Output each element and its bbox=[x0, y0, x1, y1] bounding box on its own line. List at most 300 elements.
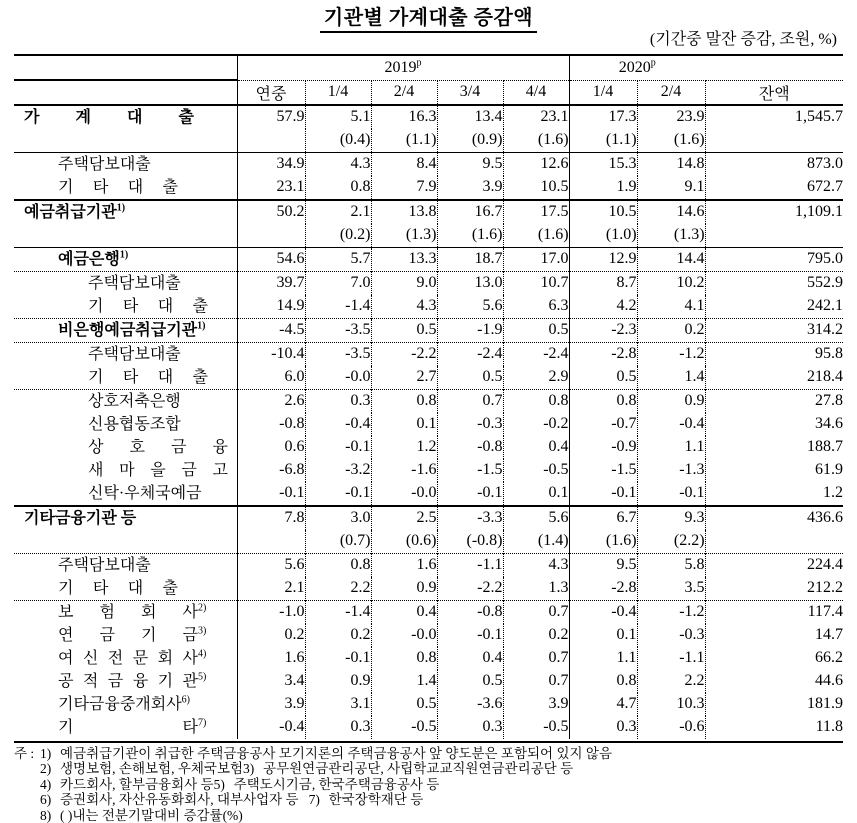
cell-deposit-taking-2019-q4: 17.5 bbox=[503, 200, 569, 224]
cell-household-loan-2019-q4: 23.1 bbox=[503, 105, 569, 129]
cell-deposit-taking-pct-2020-q1: (1.0) bbox=[569, 224, 637, 248]
cell-other-financial-pct-2019-q2: (0.6) bbox=[371, 530, 437, 554]
table-row bbox=[14, 600, 843, 624]
cell-other-financial-pct-2019-q4: (1.4) bbox=[503, 530, 569, 554]
cell-deposit-bank-mortgage-2019-q3: 13.0 bbox=[437, 271, 503, 295]
cell-other-financial-annual: 7.8 bbox=[237, 506, 305, 530]
cell-credit-specialized-annual: 1.6 bbox=[237, 647, 305, 670]
cell-mutual-savings-bank-2020-q2: 0.9 bbox=[637, 389, 705, 413]
cell-deposit-bank-mortgage-2020-q2: 10.2 bbox=[637, 271, 705, 295]
group-header-2020-label: 2020 bbox=[619, 59, 651, 76]
cell-other-intermediary-2019-q1: 3.1 bbox=[305, 693, 371, 716]
row-label bbox=[14, 554, 237, 577]
cell-pension-fund-2020-q1: 0.1 bbox=[569, 624, 637, 647]
cell-household-loan-pct-2019-q3: (0.9) bbox=[437, 129, 503, 153]
cell-deposit-bank-2020-q2: 14.4 bbox=[637, 247, 705, 271]
cell-mutual-finance-annual: 0.6 bbox=[237, 436, 305, 459]
cell-nonbank-deposit-taking-balance: 314.2 bbox=[705, 318, 843, 342]
row-label-text: 신용협동조합 bbox=[88, 416, 181, 433]
cell-saemaul-geumgo-2019-q1: -3.2 bbox=[305, 459, 371, 482]
page-title: 기관별 가계대출 증감액 bbox=[320, 7, 537, 33]
cell-etc-2019-q3: 0.3 bbox=[437, 716, 503, 739]
row-label bbox=[14, 624, 237, 647]
row-label-cell bbox=[14, 553, 237, 577]
cell-other-financial-2019-q4: 5.6 bbox=[503, 506, 569, 530]
row-label bbox=[14, 693, 237, 716]
cell-household-loan-pct-annual bbox=[237, 129, 305, 153]
cell-household-mortgage-2019-q3: 9.5 bbox=[437, 152, 503, 176]
footnote-line-5 bbox=[14, 808, 843, 823]
column-header-2020-q2: 2/4 bbox=[637, 80, 705, 105]
cell-insurance-company-2020-q2: -1.2 bbox=[637, 600, 705, 624]
footnote-num-5: 5) bbox=[214, 777, 234, 793]
column-header-blank bbox=[14, 80, 237, 105]
cell-credit-specialized-2020-q2: -1.1 bbox=[637, 647, 705, 670]
row-label-cell bbox=[14, 389, 237, 413]
cell-other-intermediary-2019-q4: 3.9 bbox=[503, 693, 569, 716]
row-label-text: 기 타 대 출 bbox=[88, 366, 208, 389]
cell-other-financial-mortgage-annual: 5.6 bbox=[237, 553, 305, 577]
cell-trust-post-office-2019-q1: -0.1 bbox=[305, 482, 371, 506]
table-row bbox=[14, 693, 843, 716]
cell-deposit-bank-2019-q3: 18.7 bbox=[437, 247, 503, 271]
row-label-text: 주택담보대출 bbox=[88, 275, 181, 292]
cell-credit-specialized-balance: 66.2 bbox=[705, 647, 843, 670]
table-row bbox=[14, 647, 843, 670]
row-label-cell bbox=[14, 577, 237, 601]
group-header-2019-sup: p bbox=[417, 57, 422, 68]
cell-insurance-company-2019-q1: -1.4 bbox=[305, 600, 371, 624]
unit-note: (기간중 말잔 증감, 조원, %) bbox=[650, 31, 837, 48]
row-label-text: 여 신 전 문 회 사 bbox=[58, 647, 198, 670]
cell-etc-2019-q1: 0.3 bbox=[305, 716, 371, 739]
cell-other-financial-2020-q2: 9.3 bbox=[637, 506, 705, 530]
row-label bbox=[14, 436, 237, 459]
cell-deposit-bank-other-2019-q3: 5.6 bbox=[437, 295, 503, 319]
cell-deposit-taking-annual: 50.2 bbox=[237, 200, 305, 224]
row-label-text: 기타금융중개회사 bbox=[58, 696, 182, 713]
cell-other-financial-balance: 436.6 bbox=[705, 506, 843, 530]
cell-insurance-company-2019-q4: 0.7 bbox=[503, 600, 569, 624]
cell-household-other-2019-q1: 0.8 bbox=[305, 176, 371, 200]
cell-other-financial-other-2020-q1: -2.8 bbox=[569, 577, 637, 601]
row-label-text: 신탁·우체국예금 bbox=[88, 485, 202, 502]
table-row bbox=[14, 670, 843, 693]
column-header-2019-q1: 1/4 bbox=[305, 80, 371, 105]
cell-mutual-savings-bank-2019-q1: 0.3 bbox=[305, 389, 371, 413]
cell-other-financial-other-2019-q3: -2.2 bbox=[437, 577, 503, 601]
cell-household-loan-pct-2019-q2: (1.1) bbox=[371, 129, 437, 153]
cell-other-intermediary-balance: 181.9 bbox=[705, 693, 843, 716]
footnote-text-2: 생명보험, 손해보험, 우체국보험 bbox=[60, 761, 243, 777]
cell-pension-fund-2019-q4: 0.2 bbox=[503, 624, 569, 647]
cell-deposit-taking-2020-q2: 14.6 bbox=[637, 200, 705, 224]
row-label-cell bbox=[14, 318, 237, 342]
column-header-row bbox=[14, 80, 843, 105]
cell-trust-post-office-2020-q1: -0.1 bbox=[569, 482, 637, 506]
cell-household-mortgage-2020-q2: 14.8 bbox=[637, 152, 705, 176]
cell-public-financial-balance: 44.6 bbox=[705, 670, 843, 693]
cell-household-loan-pct-balance bbox=[705, 129, 843, 153]
row-label-text: 연 금 기 금 bbox=[58, 624, 198, 647]
row-label-footnote-ref: 1) bbox=[120, 249, 128, 260]
row-label-footnote-ref: 1) bbox=[197, 320, 205, 331]
footnotes bbox=[14, 741, 843, 823]
row-label bbox=[14, 670, 237, 693]
table-row bbox=[14, 152, 843, 176]
group-header-2020-sup: p bbox=[651, 57, 656, 68]
cell-nonbank-other-annual: 6.0 bbox=[237, 366, 305, 390]
cell-other-financial-mortgage-2019-q2: 1.6 bbox=[371, 553, 437, 577]
row-label-cell bbox=[14, 224, 237, 248]
row-label-footnote-ref: 1) bbox=[117, 202, 125, 213]
cell-insurance-company-2019-q2: 0.4 bbox=[371, 600, 437, 624]
cell-mutual-savings-bank-balance: 27.8 bbox=[705, 389, 843, 413]
table-row bbox=[14, 271, 843, 295]
cell-other-financial-other-2020-q2: 3.5 bbox=[637, 577, 705, 601]
row-label bbox=[14, 530, 237, 553]
footnote-text-6: 증권회사, 자산유동화회사, 대부사업자 등 bbox=[60, 792, 299, 808]
cell-deposit-bank-mortgage-annual: 39.7 bbox=[237, 271, 305, 295]
cell-credit-union-2019-q1: -0.4 bbox=[305, 413, 371, 436]
cell-household-mortgage-2019-q4: 12.6 bbox=[503, 152, 569, 176]
cell-other-financial-other-2019-q1: 2.2 bbox=[305, 577, 371, 601]
cell-deposit-bank-other-annual: 14.9 bbox=[237, 295, 305, 319]
cell-credit-specialized-2019-q2: 0.8 bbox=[371, 647, 437, 670]
cell-deposit-bank-2019-q4: 17.0 bbox=[503, 247, 569, 271]
cell-other-financial-other-annual: 2.1 bbox=[237, 577, 305, 601]
cell-deposit-bank-mortgage-2019-q2: 9.0 bbox=[371, 271, 437, 295]
cell-etc-2020-q2: -0.6 bbox=[637, 716, 705, 739]
cell-nonbank-mortgage-2019-q1: -3.5 bbox=[305, 342, 371, 366]
cell-public-financial-2020-q1: 0.8 bbox=[569, 670, 637, 693]
row-label-text: 기 타 대 출 bbox=[88, 295, 208, 318]
cell-other-financial-pct-2020-q1: (1.6) bbox=[569, 530, 637, 554]
cell-mutual-savings-bank-2019-q3: 0.7 bbox=[437, 389, 503, 413]
cell-trust-post-office-2019-q4: 0.1 bbox=[503, 482, 569, 506]
cell-other-intermediary-annual: 3.9 bbox=[237, 693, 305, 716]
row-label-text: 주택담보대출 bbox=[58, 156, 151, 173]
cell-credit-union-2020-q1: -0.7 bbox=[569, 413, 637, 436]
cell-deposit-bank-other-2020-q2: 4.1 bbox=[637, 295, 705, 319]
row-label-cell bbox=[14, 436, 237, 459]
table-head bbox=[14, 55, 843, 105]
footnote-num-3: 3) bbox=[243, 761, 263, 777]
footnote-text-5: 주택도시기금, 한국주택금융공사 등 bbox=[234, 777, 440, 793]
group-header-2019-label: 2019 bbox=[385, 59, 417, 76]
row-label-cell bbox=[14, 247, 237, 271]
row-label bbox=[14, 248, 237, 271]
footnote-line-1 bbox=[14, 746, 843, 762]
row-label bbox=[14, 390, 237, 413]
table-row bbox=[14, 413, 843, 436]
table-row bbox=[14, 577, 843, 601]
table-row bbox=[14, 436, 843, 459]
cell-household-other-2019-q3: 3.9 bbox=[437, 176, 503, 200]
cell-credit-specialized-2019-q4: 0.7 bbox=[503, 647, 569, 670]
cell-other-intermediary-2020-q1: 4.7 bbox=[569, 693, 637, 716]
row-label bbox=[14, 366, 237, 389]
cell-nonbank-deposit-taking-annual: -4.5 bbox=[237, 318, 305, 342]
cell-other-intermediary-2019-q3: -3.6 bbox=[437, 693, 503, 716]
cell-pension-fund-2020-q2: -0.3 bbox=[637, 624, 705, 647]
footnote-num-1: 1) bbox=[40, 746, 60, 762]
row-label-cell bbox=[14, 295, 237, 319]
cell-nonbank-mortgage-2020-q1: -2.8 bbox=[569, 342, 637, 366]
cell-household-other-annual: 23.1 bbox=[237, 176, 305, 200]
cell-credit-union-annual: -0.8 bbox=[237, 413, 305, 436]
row-label-footnote-ref: 5) bbox=[198, 671, 206, 682]
cell-other-financial-pct-annual bbox=[237, 530, 305, 554]
row-label bbox=[14, 577, 237, 600]
row-label bbox=[14, 482, 237, 505]
cell-other-financial-pct-2020-q2: (2.2) bbox=[637, 530, 705, 554]
table-body bbox=[14, 105, 843, 739]
cell-insurance-company-annual: -1.0 bbox=[237, 600, 305, 624]
footnote-num-4: 4) bbox=[40, 777, 60, 793]
table-row bbox=[14, 482, 843, 506]
cell-deposit-bank-mortgage-2019-q1: 7.0 bbox=[305, 271, 371, 295]
cell-insurance-company-2019-q3: -0.8 bbox=[437, 600, 503, 624]
cell-deposit-taking-2019-q3: 16.7 bbox=[437, 200, 503, 224]
cell-deposit-taking-2019-q2: 13.8 bbox=[371, 200, 437, 224]
footnote-line-3 bbox=[14, 777, 843, 793]
cell-deposit-bank-balance: 795.0 bbox=[705, 247, 843, 271]
household-loan-table bbox=[14, 54, 843, 739]
cell-other-financial-pct-balance bbox=[705, 530, 843, 554]
cell-nonbank-other-2019-q2: 2.7 bbox=[371, 366, 437, 390]
cell-nonbank-mortgage-2019-q2: -2.2 bbox=[371, 342, 437, 366]
column-header-2019-q4: 4/4 bbox=[503, 80, 569, 105]
cell-pension-fund-2019-q2: -0.0 bbox=[371, 624, 437, 647]
cell-deposit-bank-mortgage-balance: 552.9 bbox=[705, 271, 843, 295]
table-row bbox=[14, 530, 843, 554]
row-label bbox=[14, 295, 237, 318]
cell-household-other-2020-q1: 1.9 bbox=[569, 176, 637, 200]
column-header-2019-q3: 3/4 bbox=[437, 80, 503, 105]
row-label-cell bbox=[14, 530, 237, 554]
cell-nonbank-deposit-taking-2019-q2: 0.5 bbox=[371, 318, 437, 342]
cell-household-other-balance: 672.7 bbox=[705, 176, 843, 200]
row-label-text: 가 계 대 출 bbox=[24, 106, 194, 129]
cell-household-loan-annual: 57.9 bbox=[237, 105, 305, 129]
cell-insurance-company-balance: 117.4 bbox=[705, 600, 843, 624]
cell-pension-fund-2019-q3: -0.1 bbox=[437, 624, 503, 647]
cell-mutual-savings-bank-annual: 2.6 bbox=[237, 389, 305, 413]
cell-saemaul-geumgo-balance: 61.9 bbox=[705, 459, 843, 482]
cell-household-loan-pct-2020-q2: (1.6) bbox=[637, 129, 705, 153]
cell-mutual-finance-2019-q3: -0.8 bbox=[437, 436, 503, 459]
cell-etc-2019-q2: -0.5 bbox=[371, 716, 437, 739]
cell-household-loan-pct-2019-q4: (1.6) bbox=[503, 129, 569, 153]
cell-credit-specialized-2019-q3: 0.4 bbox=[437, 647, 503, 670]
row-label-cell bbox=[14, 129, 237, 153]
cell-nonbank-deposit-taking-2019-q3: -1.9 bbox=[437, 318, 503, 342]
cell-household-loan-2020-q1: 17.3 bbox=[569, 105, 637, 129]
cell-other-financial-pct-2019-q1: (0.7) bbox=[305, 530, 371, 554]
group-header-2019 bbox=[237, 55, 569, 80]
row-label bbox=[14, 272, 237, 295]
table-row bbox=[14, 295, 843, 319]
row-label-text: 새 마 을 금 고 bbox=[88, 459, 228, 482]
column-header-annual: 연중 bbox=[237, 80, 305, 105]
row-label bbox=[14, 106, 237, 129]
cell-public-financial-2019-q3: 0.5 bbox=[437, 670, 503, 693]
row-label bbox=[14, 176, 237, 199]
cell-other-financial-mortgage-2019-q1: 0.8 bbox=[305, 553, 371, 577]
cell-credit-union-balance: 34.6 bbox=[705, 413, 843, 436]
cell-household-loan-2019-q2: 16.3 bbox=[371, 105, 437, 129]
cell-nonbank-mortgage-annual: -10.4 bbox=[237, 342, 305, 366]
cell-credit-union-2019-q4: -0.2 bbox=[503, 413, 569, 436]
footnote-num-7: 7) bbox=[309, 792, 329, 808]
footnote-line-2 bbox=[14, 761, 843, 777]
cell-other-financial-2019-q1: 3.0 bbox=[305, 506, 371, 530]
cell-deposit-taking-pct-2019-q1: (0.2) bbox=[305, 224, 371, 248]
row-label bbox=[14, 201, 237, 224]
cell-household-loan-pct-2019-q1: (0.4) bbox=[305, 129, 371, 153]
cell-household-loan-balance: 1,545.7 bbox=[705, 105, 843, 129]
cell-etc-2020-q1: 0.3 bbox=[569, 716, 637, 739]
row-label bbox=[14, 507, 237, 530]
cell-deposit-bank-2020-q1: 12.9 bbox=[569, 247, 637, 271]
row-label-text: 주택담보대출 bbox=[88, 346, 181, 363]
table-row bbox=[14, 716, 843, 739]
cell-other-intermediary-2019-q2: 0.5 bbox=[371, 693, 437, 716]
cell-household-mortgage-2020-q1: 15.3 bbox=[569, 152, 637, 176]
cell-other-financial-other-2019-q4: 1.3 bbox=[503, 577, 569, 601]
footnote-num-2: 2) bbox=[40, 761, 60, 777]
cell-nonbank-mortgage-2019-q3: -2.4 bbox=[437, 342, 503, 366]
cell-nonbank-mortgage-2019-q4: -2.4 bbox=[503, 342, 569, 366]
cell-deposit-bank-other-2020-q1: 4.2 bbox=[569, 295, 637, 319]
cell-deposit-bank-mortgage-2020-q1: 8.7 bbox=[569, 271, 637, 295]
cell-household-other-2020-q2: 9.1 bbox=[637, 176, 705, 200]
cell-credit-union-2019-q3: -0.3 bbox=[437, 413, 503, 436]
cell-nonbank-mortgage-balance: 95.8 bbox=[705, 342, 843, 366]
cell-saemaul-geumgo-2019-q2: -1.6 bbox=[371, 459, 437, 482]
row-label bbox=[14, 601, 237, 624]
group-header-balance bbox=[705, 55, 843, 80]
cell-household-loan-2019-q3: 13.4 bbox=[437, 105, 503, 129]
cell-public-financial-annual: 3.4 bbox=[237, 670, 305, 693]
cell-trust-post-office-annual: -0.1 bbox=[237, 482, 305, 506]
cell-credit-specialized-2020-q1: 1.1 bbox=[569, 647, 637, 670]
row-label bbox=[14, 716, 237, 739]
table-row bbox=[14, 224, 843, 248]
cell-other-financial-mortgage-2019-q4: 4.3 bbox=[503, 553, 569, 577]
row-label-cell bbox=[14, 105, 237, 129]
group-header-row bbox=[14, 55, 843, 80]
row-label-cell bbox=[14, 413, 237, 436]
row-label-cell bbox=[14, 647, 237, 670]
cell-nonbank-deposit-taking-2020-q1: -2.3 bbox=[569, 318, 637, 342]
row-label-cell bbox=[14, 670, 237, 693]
cell-deposit-bank-2019-q1: 5.7 bbox=[305, 247, 371, 271]
cell-saemaul-geumgo-annual: -6.8 bbox=[237, 459, 305, 482]
table-row bbox=[14, 318, 843, 342]
cell-deposit-bank-other-2019-q4: 6.3 bbox=[503, 295, 569, 319]
table-row bbox=[14, 105, 843, 129]
cell-mutual-finance-balance: 188.7 bbox=[705, 436, 843, 459]
row-label-footnote-ref: 7) bbox=[198, 717, 206, 728]
cell-other-financial-mortgage-2019-q3: -1.1 bbox=[437, 553, 503, 577]
row-label-text: 보 험 회 사 bbox=[58, 601, 198, 624]
cell-other-financial-mortgage-2020-q2: 5.8 bbox=[637, 553, 705, 577]
cell-trust-post-office-2019-q2: -0.0 bbox=[371, 482, 437, 506]
row-label-cell bbox=[14, 506, 237, 530]
subtitle-row bbox=[14, 30, 843, 54]
title-row bbox=[14, 0, 843, 30]
cell-deposit-bank-other-2019-q1: -1.4 bbox=[305, 295, 371, 319]
cell-deposit-taking-pct-2019-q4: (1.6) bbox=[503, 224, 569, 248]
row-label bbox=[14, 129, 237, 152]
table-row bbox=[14, 624, 843, 647]
cell-nonbank-deposit-taking-2020-q2: 0.2 bbox=[637, 318, 705, 342]
cell-insurance-company-2020-q1: -0.4 bbox=[569, 600, 637, 624]
cell-household-loan-2020-q2: 23.9 bbox=[637, 105, 705, 129]
table-row bbox=[14, 200, 843, 224]
row-label bbox=[14, 224, 237, 247]
cell-credit-union-2019-q2: 0.1 bbox=[371, 413, 437, 436]
row-label-footnote-ref: 6) bbox=[182, 694, 190, 705]
row-label-cell bbox=[14, 624, 237, 647]
cell-public-financial-2019-q1: 0.9 bbox=[305, 670, 371, 693]
cell-deposit-bank-2019-q2: 13.3 bbox=[371, 247, 437, 271]
cell-etc-2019-q4: -0.5 bbox=[503, 716, 569, 739]
cell-saemaul-geumgo-2020-q2: -1.3 bbox=[637, 459, 705, 482]
cell-other-financial-2020-q1: 6.7 bbox=[569, 506, 637, 530]
row-label-text: 기타금융기관 등 bbox=[24, 510, 136, 527]
table-row bbox=[14, 366, 843, 390]
row-label-cell bbox=[14, 176, 237, 200]
cell-nonbank-deposit-taking-2019-q4: 0.5 bbox=[503, 318, 569, 342]
cell-public-financial-2019-q4: 0.7 bbox=[503, 670, 569, 693]
row-label-text: 기 타 대 출 bbox=[58, 176, 178, 199]
cell-trust-post-office-balance: 1.2 bbox=[705, 482, 843, 506]
cell-mutual-finance-2020-q1: -0.9 bbox=[569, 436, 637, 459]
row-label-text: 예금취급기관 bbox=[24, 204, 117, 221]
row-label-cell bbox=[14, 271, 237, 295]
cell-household-loan-pct-2020-q1: (1.1) bbox=[569, 129, 637, 153]
footnote-text-3: 공무원연금관리공단, 사립학교교직원연금관리공단 등 bbox=[263, 761, 573, 777]
cell-deposit-bank-annual: 54.6 bbox=[237, 247, 305, 271]
cell-mutual-finance-2019-q1: -0.1 bbox=[305, 436, 371, 459]
row-label-footnote-ref: 3) bbox=[198, 625, 206, 636]
row-label-cell bbox=[14, 459, 237, 482]
cell-other-financial-mortgage-2020-q1: 9.5 bbox=[569, 553, 637, 577]
table-row bbox=[14, 176, 843, 200]
cell-nonbank-other-2019-q3: 0.5 bbox=[437, 366, 503, 390]
table-row bbox=[14, 506, 843, 530]
cell-deposit-taking-pct-balance bbox=[705, 224, 843, 248]
cell-nonbank-deposit-taking-2019-q1: -3.5 bbox=[305, 318, 371, 342]
footnote-text-8: ( )내는 전분기말대비 증감률(%) bbox=[60, 808, 243, 823]
table-row bbox=[14, 389, 843, 413]
row-label bbox=[14, 459, 237, 482]
cell-household-mortgage-balance: 873.0 bbox=[705, 152, 843, 176]
row-label-text: 비은행예금취급기관 bbox=[58, 322, 197, 339]
cell-public-financial-2020-q2: 2.2 bbox=[637, 670, 705, 693]
cell-mutual-savings-bank-2019-q4: 0.8 bbox=[503, 389, 569, 413]
row-label-cell bbox=[14, 716, 237, 739]
row-label-cell bbox=[14, 366, 237, 390]
cell-trust-post-office-2019-q3: -0.1 bbox=[437, 482, 503, 506]
row-label-footnote-ref: 4) bbox=[198, 648, 206, 659]
row-label-text: 기 타 대 출 bbox=[58, 577, 178, 600]
corner-cell bbox=[14, 55, 237, 80]
footnote-num-6: 6) bbox=[40, 792, 60, 808]
